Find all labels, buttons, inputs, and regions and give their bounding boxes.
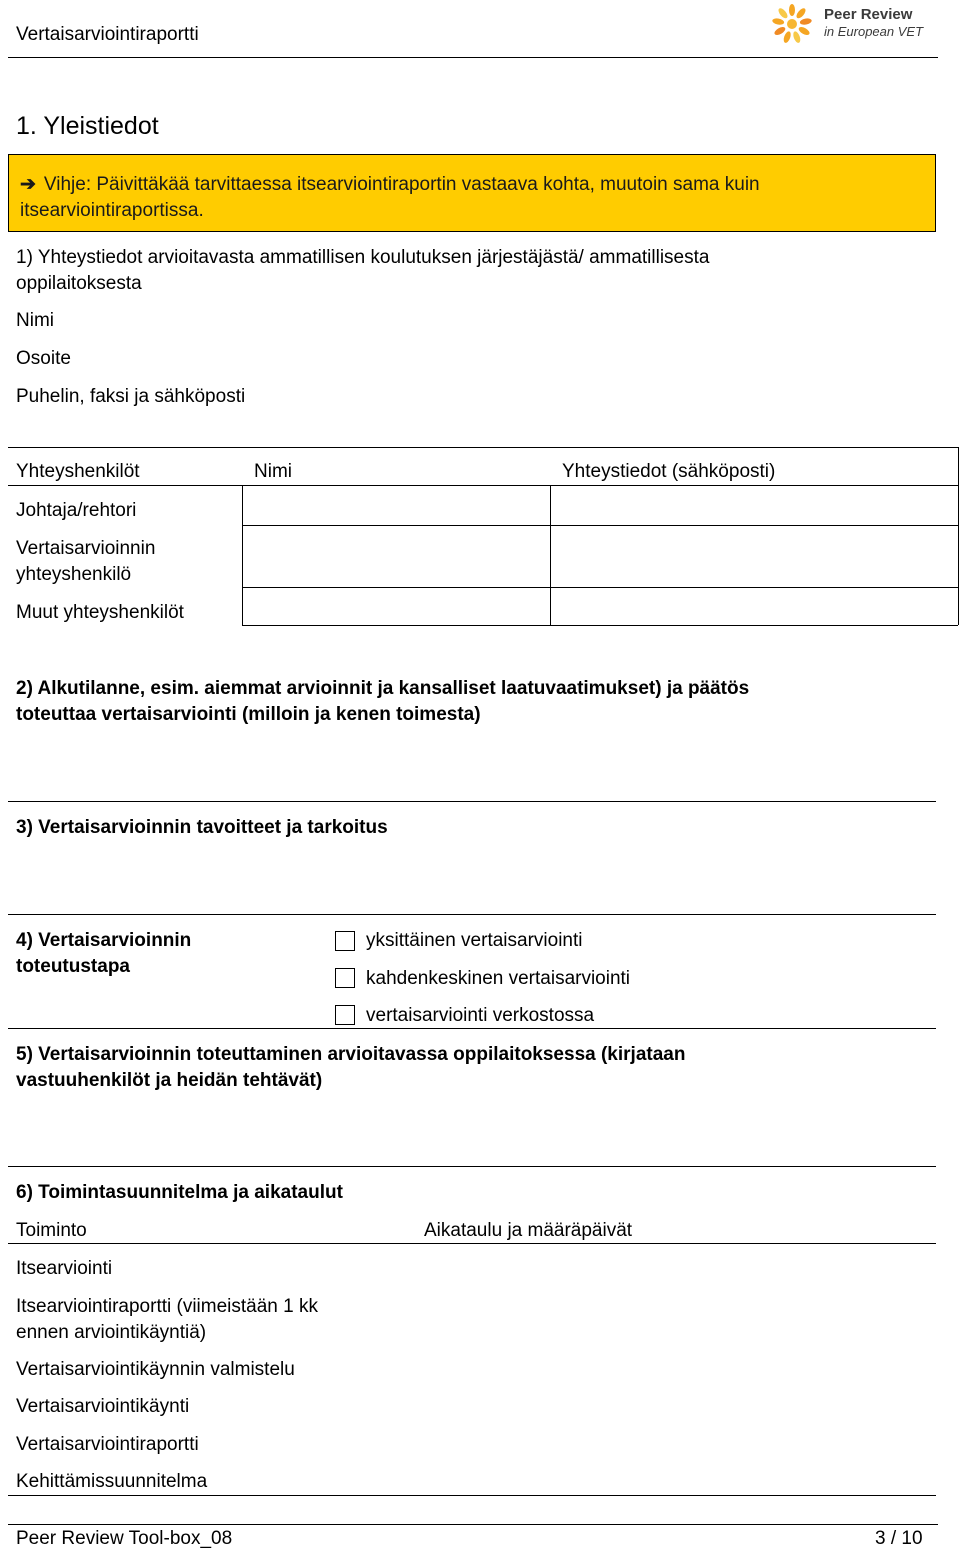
table-col-divider xyxy=(550,485,551,625)
arrow-right-icon: ➔ xyxy=(20,174,36,195)
field-name-label: Nimi xyxy=(16,310,54,331)
field-phone-label: Puhelin, faksi ja sähköposti xyxy=(16,386,246,407)
header-rule xyxy=(8,57,938,58)
footer-doc-name: Peer Review Tool-box_08 xyxy=(16,1528,233,1549)
table-row-divider xyxy=(242,525,958,526)
section-title: 1. Yleistiedot xyxy=(16,112,159,140)
q5-line2: vastuuhenkilöt ja heidän tehtävät) xyxy=(16,1070,323,1091)
q4-heading-line1: 4) Vertaisarvioinnin xyxy=(16,930,192,951)
footer-page-number: 3 / 10 xyxy=(875,1528,923,1549)
q4-rule xyxy=(8,1028,936,1029)
table-bottom-border xyxy=(242,625,958,626)
q6-activity-item: Itsearviointiraportti (viimeistään 1 kk xyxy=(16,1296,318,1317)
q2-line2: toteuttaa vertaisarviointi (milloin ja kenen toimesta) xyxy=(16,704,481,725)
table-right-border xyxy=(958,447,959,625)
table-header-divider xyxy=(8,485,958,486)
q6-heading: 6) Toimintasuunnitelma ja aikataulut xyxy=(16,1182,343,1203)
q6-col-activity: Toiminto xyxy=(16,1220,87,1241)
hint-text-wrap xyxy=(20,172,910,224)
option-reciprocal-label: kahdenkeskinen vertaisarviointi xyxy=(366,968,631,989)
logo-text-line1: Peer Review xyxy=(824,6,913,23)
q3-rule xyxy=(8,914,936,915)
q6-activity-item: Itsearviointi xyxy=(16,1258,113,1279)
table-header-email: Yhteystiedot (sähköposti) xyxy=(562,461,776,482)
option-network-label: vertaisarviointi verkostossa xyxy=(366,1005,595,1026)
q6-activity-item: ennen arviointikäyntiä) xyxy=(16,1322,207,1343)
contact-info-heading-line1: 1) Yhteystiedot arvioitavasta ammatillisen koulutuksen järjestäjästä/ ammatillisesta xyxy=(16,247,710,268)
table-row-divider xyxy=(242,587,958,588)
q6-header-rule xyxy=(8,1243,936,1244)
q3-heading: 3) Vertaisarvioinnin tavoitteet ja tarkoitus xyxy=(16,817,388,838)
q6-activity-item: Kehittämissuunnitelma xyxy=(16,1471,208,1492)
q6-activity-item: Vertaisarviointiraportti xyxy=(16,1434,199,1455)
footer-rule xyxy=(8,1524,938,1525)
table-row-label: Johtaja/rehtori xyxy=(16,500,137,521)
table-col-divider xyxy=(242,485,243,625)
checkbox-reciprocal[interactable] xyxy=(335,968,355,988)
q6-activity-item: Vertaisarviointikäynnin valmistelu xyxy=(16,1359,295,1380)
hint-text: Vihje: Päivittäkää tarvittaessa itsearviointiraportin vastaava kohta, muutoin sama kuin itsearviointiraportissa. xyxy=(20,174,760,221)
table-top-border xyxy=(8,447,958,448)
q2-line1: 2) Alkutilanne, esim. aiemmat arvioinnit ja kansalliset laatuvaatimukset) ja päätös xyxy=(16,678,750,699)
q5-rule xyxy=(8,1166,936,1167)
table-row-label: yhteyshenkilö xyxy=(16,564,132,585)
contact-info-heading-line2: oppilaitoksesta xyxy=(16,273,142,294)
peer-review-logo xyxy=(768,2,938,46)
q4-heading-line2: toteutustapa xyxy=(16,956,130,977)
logo-text-line2: in European VET xyxy=(824,24,924,39)
table-header-name: Nimi xyxy=(254,461,292,482)
table-row-label: Muut yhteyshenkilöt xyxy=(16,602,184,623)
field-address-label: Osoite xyxy=(16,348,71,369)
q5-line1: 5) Vertaisarvioinnin toteuttaminen arvioitavassa oppilaitoksessa (kirjataan xyxy=(16,1044,686,1065)
hint-box xyxy=(8,154,936,232)
sunburst-logo-icon xyxy=(768,2,820,46)
document-header-title: Vertaisarviointiraportti xyxy=(16,24,199,45)
q6-col-schedule: Aikataulu ja määräpäivät xyxy=(424,1220,633,1241)
q6-activity-item: Vertaisarviointikäynti xyxy=(16,1396,190,1417)
q6-bottom-rule xyxy=(8,1495,936,1496)
q2-rule xyxy=(8,801,936,802)
checkbox-network[interactable] xyxy=(335,1005,355,1025)
checkbox-individual[interactable] xyxy=(335,931,355,951)
table-header-contacts: Yhteyshenkilöt xyxy=(16,461,140,482)
option-individual-label: yksittäinen vertaisarviointi xyxy=(366,930,583,951)
table-row-label: Vertaisarvioinnin xyxy=(16,538,156,559)
